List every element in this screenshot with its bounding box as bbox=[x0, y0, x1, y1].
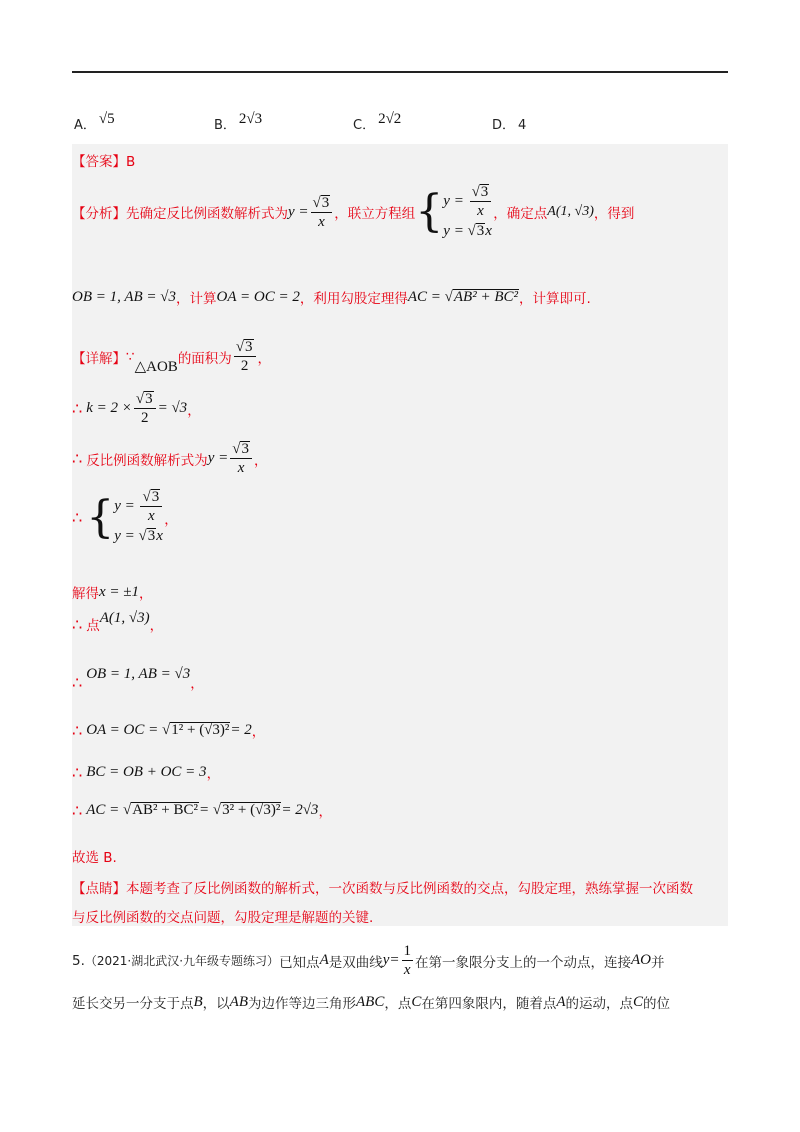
comma: ， bbox=[318, 804, 332, 820]
denominator: x bbox=[318, 213, 325, 230]
var: C bbox=[633, 993, 644, 1010]
comma: ， bbox=[253, 452, 268, 469]
denominator: x bbox=[403, 962, 411, 978]
detail-line-8 bbox=[72, 720, 265, 740]
question-text: 在第四象限内，随着点 bbox=[421, 996, 557, 1012]
option-c bbox=[353, 108, 402, 133]
analysis-text: 先确定反比例函数解析式为 bbox=[126, 206, 288, 222]
answer-tag: 【答案】 bbox=[72, 154, 126, 170]
question-text: 的位 bbox=[643, 996, 671, 1012]
header-rule bbox=[72, 71, 728, 73]
question-source: （2021·湖北武汉·九年级专题练习） bbox=[84, 954, 280, 968]
detail-text: 反比例函数解析式为 bbox=[86, 452, 208, 469]
comment-line-2 bbox=[72, 906, 373, 926]
question-text: 的运动，点 bbox=[565, 996, 634, 1012]
comma: ， bbox=[139, 586, 153, 602]
formula: √1² + (√3)² bbox=[158, 721, 230, 738]
detail-line-9 bbox=[72, 762, 220, 782]
formula: OA = OC = bbox=[86, 721, 159, 738]
formula: x = ±1 bbox=[99, 583, 140, 600]
option-b bbox=[214, 108, 263, 133]
formula: √3² + (√3)² bbox=[209, 801, 281, 818]
formula: y = bbox=[207, 450, 229, 466]
option-a bbox=[74, 108, 115, 133]
answer-line bbox=[72, 150, 135, 170]
therefore-symbol: ∴ bbox=[72, 672, 83, 692]
formula: OB = 1, AB = √3 bbox=[86, 665, 191, 682]
formula: = bbox=[199, 801, 210, 818]
question-text: 延长交另一分支于点 bbox=[72, 996, 194, 1012]
therefore-symbol: ∴ bbox=[72, 399, 83, 418]
option-label: C． bbox=[353, 118, 376, 133]
comma: ， bbox=[187, 402, 201, 419]
analysis-text: ，得到 bbox=[593, 206, 635, 222]
analysis-text: ，利用勾股定理得 bbox=[299, 291, 408, 307]
option-expr: 2√2 bbox=[378, 111, 402, 127]
radicand: 3² + (√3)² bbox=[222, 801, 281, 818]
question-text: 并 bbox=[651, 954, 665, 971]
formula: OB = 1, AB = √3 bbox=[72, 288, 177, 305]
analysis-text: ，联立方程组 bbox=[334, 206, 416, 222]
detail-text: 的面积为 bbox=[177, 350, 232, 367]
comment-text: 本题考查了反比例函数的解析式，一次函数与反比例函数的交点，勾股定理，熟练掌握一次函数 bbox=[126, 881, 693, 897]
comma: ， bbox=[164, 511, 178, 528]
var: A bbox=[556, 993, 566, 1010]
formula: y = bbox=[288, 203, 309, 220]
comma: ， bbox=[257, 350, 272, 367]
fraction: $\frac{√3}{2}$ bbox=[234, 338, 256, 375]
var: AO bbox=[631, 952, 652, 968]
formula: y= bbox=[382, 952, 400, 968]
var: B bbox=[193, 993, 203, 1010]
formula: AC = bbox=[86, 801, 120, 818]
detail-text: 点 bbox=[86, 618, 100, 634]
point-a: A(1, √3) bbox=[99, 609, 150, 626]
detail-line-7 bbox=[72, 664, 204, 692]
var: y bbox=[288, 203, 295, 220]
question-line-1 bbox=[72, 942, 665, 979]
detail-line-6 bbox=[72, 609, 164, 634]
detail-line-5 bbox=[72, 582, 153, 602]
option-label: A． bbox=[74, 118, 96, 133]
question-number: 5. bbox=[72, 952, 85, 969]
fraction: $\frac{√3}{2}$ bbox=[134, 390, 156, 427]
question-text: 是双曲线 bbox=[328, 954, 383, 971]
detail-line-4 bbox=[72, 488, 178, 547]
formula: = 2 bbox=[230, 721, 252, 738]
therefore-symbol: ∴ bbox=[72, 614, 83, 634]
question-text: 已知点 bbox=[279, 954, 320, 971]
radicand: 1² + (√3)² bbox=[171, 721, 230, 738]
analysis-line-1 bbox=[72, 178, 634, 246]
detail-line-11 bbox=[72, 846, 117, 866]
option-d bbox=[492, 108, 527, 133]
radicand: 3 bbox=[321, 194, 330, 211]
brace: { bbox=[415, 186, 444, 237]
equation-system: y = $\frac{√3}{x}$ y = √3x bbox=[114, 489, 163, 544]
question-line-2 bbox=[72, 992, 670, 1012]
analysis-line-2 bbox=[72, 287, 591, 307]
radicand: AB² + BC² bbox=[132, 801, 199, 818]
question-text: ，以 bbox=[202, 996, 230, 1012]
option-label: D． bbox=[492, 118, 516, 133]
detail-text: 故选 B. bbox=[72, 850, 117, 866]
equation-system: y = $\frac{√3}{x}$ y = √3x bbox=[443, 183, 492, 239]
therefore-symbol: ∴ bbox=[72, 720, 83, 740]
detail-tag: 【详解】 bbox=[72, 350, 126, 367]
option-expr: 4 bbox=[518, 118, 527, 133]
question-text: 为边作等边三角形 bbox=[248, 996, 356, 1012]
detail-line-2 bbox=[72, 390, 201, 427]
comma: ， bbox=[149, 618, 164, 634]
var: AB bbox=[229, 993, 248, 1010]
therefore-symbol: ∴ bbox=[72, 800, 83, 820]
option-expr: √5 bbox=[98, 111, 115, 127]
comment-tag: 【点睛】 bbox=[72, 881, 126, 897]
numerator: 1 bbox=[403, 943, 412, 959]
analysis-text: ，确定点 bbox=[493, 206, 548, 222]
formula: AC = √AB² + BC² bbox=[407, 288, 518, 305]
triangle-aob: △AOB bbox=[134, 359, 178, 375]
formula: k = 2 × bbox=[86, 400, 132, 416]
var: C bbox=[411, 993, 422, 1010]
analysis-text: ，计算即可. bbox=[518, 291, 591, 307]
comma: ， bbox=[206, 766, 221, 782]
analysis-text: ，计算 bbox=[176, 291, 217, 307]
var: ABC bbox=[356, 993, 385, 1010]
point-a: A(1, √3) bbox=[547, 204, 594, 219]
option-label: B． bbox=[214, 118, 236, 133]
var: A bbox=[319, 952, 329, 968]
therefore-symbol: ∴ bbox=[72, 508, 83, 527]
detail-line-10 bbox=[72, 800, 332, 820]
formula: √AB² + BC² bbox=[119, 801, 199, 818]
fraction bbox=[402, 942, 414, 979]
formula: OA = OC = 2 bbox=[216, 288, 300, 305]
detail-line-3 bbox=[72, 440, 267, 477]
question-text: 在第一象限分支上的一个动点，连接 bbox=[415, 954, 632, 971]
formula: BC = OB + OC = 3 bbox=[86, 763, 207, 780]
fraction: $\frac{√3}{x}$ bbox=[311, 194, 333, 231]
detail-text: 解得 bbox=[72, 586, 99, 602]
brace: { bbox=[86, 491, 115, 543]
formula: = √3 bbox=[157, 400, 188, 416]
analysis-tag: 【分析】 bbox=[72, 206, 126, 222]
because-symbol: ∵ bbox=[126, 348, 135, 365]
comma: ， bbox=[190, 676, 204, 692]
formula: = 2√3 bbox=[281, 801, 319, 818]
answer-value: B bbox=[126, 154, 136, 170]
comment-text: 与反比例函数的交点问题，勾股定理是解题的关键. bbox=[72, 910, 374, 926]
comment-line-1 bbox=[72, 877, 693, 897]
option-expr: 2√3 bbox=[238, 111, 263, 127]
therefore-symbol: ∴ bbox=[72, 449, 83, 468]
detail-line-1 bbox=[72, 338, 271, 375]
question-text: ，点 bbox=[384, 996, 412, 1012]
fraction: $\frac{√3}{x}$ bbox=[230, 440, 252, 477]
therefore-symbol: ∴ bbox=[72, 762, 83, 782]
comma: ， bbox=[251, 724, 266, 740]
